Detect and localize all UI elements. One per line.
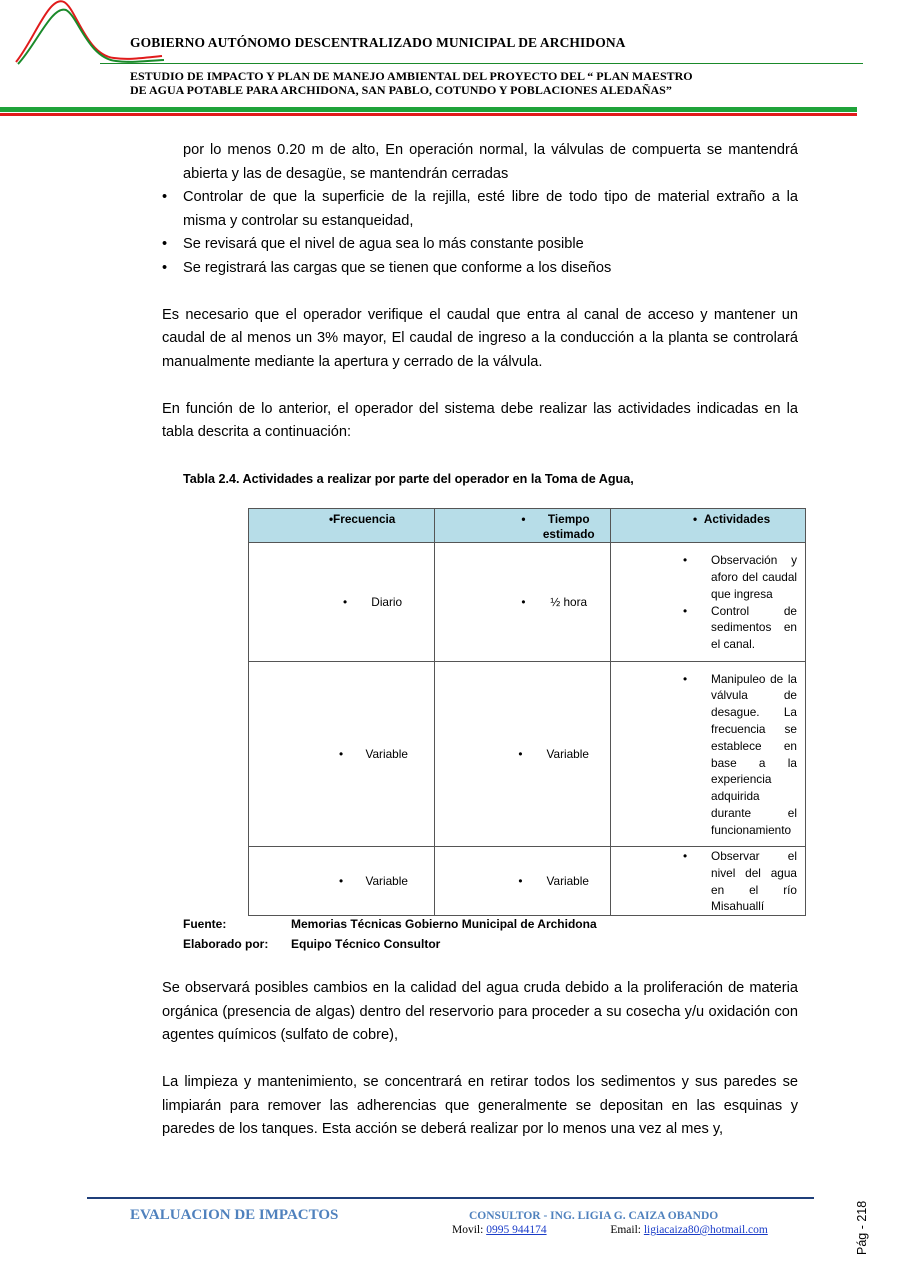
email-link[interactable]: ligiacaiza80@hotmail.com bbox=[643, 1224, 768, 1236]
cell-tiempo: • Variable bbox=[435, 662, 611, 847]
header-frecuencia: • Frecuencia bbox=[249, 509, 435, 543]
author-value: Equipo Técnico Consultor bbox=[291, 937, 441, 951]
body-text-top bbox=[162, 139, 798, 445]
header-label: Tiempo bbox=[547, 511, 590, 526]
table-row bbox=[249, 662, 806, 847]
bullet-item: • Se registrará las cargas que se tienen que conforme a los diseños bbox=[162, 257, 798, 281]
cell-text: Variable bbox=[365, 874, 408, 889]
table-row bbox=[249, 847, 806, 916]
header-institution: GOBIERNO AUTÓNOMO DESCENTRALIZADO MUNICIPAL DE ARCHIDONA bbox=[130, 35, 626, 50]
header-divider bbox=[100, 63, 863, 64]
table-row bbox=[249, 543, 806, 662]
source-label: Fuente: bbox=[183, 917, 227, 931]
bullet-item: • Controlar de que la superficie de la rejilla, esté libre de todo tipo de material extraño a la misma y controlar su estanqueidad, bbox=[162, 186, 798, 233]
cell-actividades bbox=[611, 662, 806, 847]
cell-frecuencia: • Diario bbox=[249, 543, 435, 662]
activities-table bbox=[248, 508, 806, 916]
cell-text: Variable bbox=[546, 747, 589, 761]
cell-tiempo: • ½ hora bbox=[435, 543, 611, 662]
header-band-red bbox=[0, 113, 857, 116]
header-band-green bbox=[0, 107, 857, 112]
cell-text: ½ hora bbox=[550, 595, 588, 609]
table-source bbox=[183, 917, 597, 931]
phone-link[interactable]: 0995 944174 bbox=[486, 1224, 547, 1236]
table-author bbox=[183, 937, 440, 951]
activity-item: • Observación y aforo del caudal que ingresa bbox=[611, 552, 797, 602]
cell-frecuencia: • Variable bbox=[249, 662, 435, 847]
header-study-line-1: ESTUDIO DE IMPACTO Y PLAN DE MANEJO AMBIENTAL DEL PROYECTO DEL “ PLAN MAESTRO bbox=[130, 69, 693, 83]
bullet-item: • Se revisará que el nivel de agua sea lo más constante posible bbox=[162, 233, 798, 257]
header-label: estimado bbox=[542, 526, 595, 541]
footer-section: EVALUACION DE IMPACTOS bbox=[130, 1207, 339, 1223]
activity-item: • Observar el nivel del agua en el río Misahuallí bbox=[611, 848, 797, 915]
continuation-text: por lo menos 0.20 m de alto, En operación normal, la válvulas de compuerta se mantendrá abierta y las de desagüe, se mantendrán cerradas bbox=[183, 142, 798, 182]
body-text-bottom bbox=[162, 977, 798, 1142]
footer-contact bbox=[452, 1224, 768, 1236]
cell-frecuencia: • Variable bbox=[249, 847, 435, 916]
author-label: Elaborado por: bbox=[183, 937, 269, 951]
header-label: Frecuencia bbox=[333, 511, 396, 526]
cell-text: Variable bbox=[365, 747, 408, 761]
header-actividades: • Actividades bbox=[611, 509, 806, 543]
paragraph: Se observará posibles cambios en la calidad del agua cruda debido a la proliferación de materia orgánica (presencia de algas) dentro del reservorio para proceder a su cosecha y/u oxidación con agentes químicos (sulfato de cobre), bbox=[162, 980, 798, 1043]
activity-item: • Manipuleo de la válvula de desague. La frecuencia se establece en base a la experiencia adquirida durante el funcionamiento bbox=[611, 671, 797, 839]
cell-tiempo: • Variable bbox=[435, 847, 611, 916]
activity-item: • Control de sedimentos en el canal. bbox=[611, 603, 797, 653]
email-label: Email: bbox=[610, 1224, 641, 1236]
source-value: Memorias Técnicas Gobierno Municipal de Archidona bbox=[291, 917, 597, 931]
footer-divider bbox=[87, 1197, 814, 1199]
header-label: Actividades bbox=[703, 511, 771, 526]
cell-actividades bbox=[611, 543, 806, 662]
footer-consultor: CONSULTOR - ING. LIGIA G. CAIZA OBANDO bbox=[469, 1210, 719, 1222]
table-header-row bbox=[249, 509, 806, 543]
cell-text: Variable bbox=[546, 874, 589, 889]
bullet-list bbox=[162, 186, 798, 280]
header-study-line-2: DE AGUA POTABLE PARA ARCHIDONA, SAN PABLO, COTUNDO Y POBLACIONES ALEDAÑAS” bbox=[130, 83, 672, 97]
cell-text: Diario bbox=[371, 595, 403, 609]
cell-actividades bbox=[611, 847, 806, 916]
paragraph: Es necesario que el operador verifique el caudal que entra al canal de acceso y mantener un caudal de al menos un 3% mayor, El caudal de ingreso a la conducción a la planta se controlará manualmente mediante la apertura y cerrado de la válvula. bbox=[162, 306, 798, 370]
table-caption: Tabla 2.4. Actividades a realizar por parte del operador en la Toma de Agua, bbox=[183, 472, 634, 486]
paragraph: La limpieza y mantenimiento, se concentrará en retirar todos los sedimentos y sus paredes se limpiarán para remover las adherencias que generalmente se depositan en las esquinas y paredes de los tanques. Esta acción se deberá realizar por lo menos una vez al mes y, bbox=[162, 1074, 798, 1137]
header-tiempo: • Tiempo estimado bbox=[435, 509, 611, 543]
movil-label: Movil: bbox=[452, 1224, 484, 1236]
paragraph: En función de lo anterior, el operador del sistema debe realizar las actividades indicadas en la tabla descrita a continuación: bbox=[162, 400, 798, 440]
header-study-title bbox=[130, 69, 830, 97]
page-number: Pág - 218 bbox=[855, 1200, 869, 1255]
